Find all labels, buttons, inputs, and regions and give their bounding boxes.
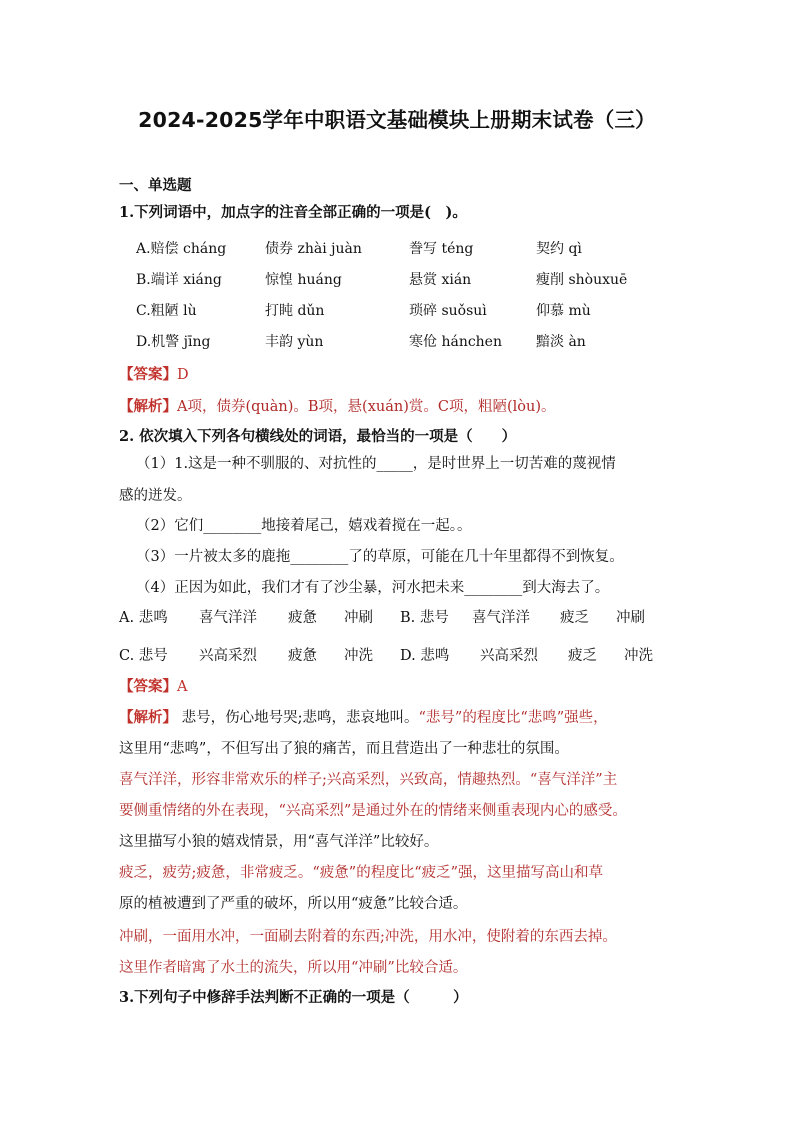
q2-option-d-2: 兴高采烈 [480, 648, 538, 664]
q2-analysis-line-1 [119, 706, 608, 727]
q2-option-d-3: 疲乏 [568, 648, 597, 664]
q2-analysis-line-6: 疲乏，疲劳;疲惫，非常疲乏。“疲惫”的程度比“疲乏”强，这里描写高山和草 [119, 865, 604, 881]
q1-option-d-4: 黯淡 àn [536, 334, 586, 350]
analysis-text: A项，债券(quàn)。B项，悬(xuán)赏。C项，粗陋(lòu)。 [177, 399, 556, 415]
q2-option-c-2: 兴高采烈 [199, 648, 257, 664]
q2-analysis-line-8: 冲刷，一面用水冲，一面刷去附着的东西;冲洗，用水冲，使附着的东西去掉。 [119, 929, 617, 945]
q2-sentence-1a: （1）1.这是一种不驯服的、对抗性的_____，是时世界上一切苦难的蔑视情 [136, 456, 616, 472]
q1-option-b-1: B.端详 xiáng [136, 272, 222, 288]
q2-analysis-line-7: 原的植被遭到了严重的破坏，所以用“疲惫”比较合适。 [119, 896, 468, 912]
analysis-text: 悲号，伤心地号哭;悲鸣，悲哀地叫。 [181, 710, 419, 726]
answer-label: 【答案】 [119, 366, 177, 383]
q2-sentence-3: （3）一片被太多的鹿拖________了的草原，可能在几十年里都得不到恢复。 [136, 549, 624, 565]
q1-analysis [119, 395, 555, 416]
analysis-text-red: “悲号”的程度比“悲鸣”强些， [418, 710, 608, 726]
q2-option-b-2: 喜气洋洋 [472, 610, 530, 626]
q2-option-a-3: 疲惫 [288, 610, 317, 626]
q2-option-c-1: C. 悲号 [119, 648, 168, 664]
q1-option-b-3: 悬赏 xián [409, 272, 472, 288]
q1-answer [119, 363, 189, 384]
q2-option-a-2: 喜气洋洋 [199, 610, 257, 626]
question-1-stem: 1.下列词语中，加点字的注音全部正确的一项是( )。 [119, 204, 467, 221]
q2-option-d-1: D. 悲鸣 [400, 648, 450, 664]
q2-analysis-line-2: 这里用“悲鸣”，不但写出了狼的痛苦，而且营造出了一种悲壮的氛围。 [119, 741, 569, 757]
q2-option-d-4: 冲洗 [624, 648, 653, 664]
q2-option-a-4: 冲刷 [344, 610, 373, 626]
q2-sentence-4: （4）正因为如此，我们才有了沙尘暴，河水把未来________到大海去了。 [136, 580, 610, 596]
q2-option-b-4: 冲刷 [616, 610, 645, 626]
section-heading: 一、单选题 [119, 177, 192, 194]
q1-option-a-4: 契约 qì [536, 241, 582, 257]
q1-option-c-4: 仰慕 mù [536, 303, 591, 319]
analysis-label: 【解析】 [119, 398, 177, 415]
answer-label: 【答案】 [119, 678, 177, 695]
q2-analysis-line-3: 喜气洋洋，形容非常欢乐的样子;兴高采烈，兴致高，情趣热烈。“喜气洋洋”主 [119, 772, 618, 788]
q2-analysis-line-5: 这里描写小狼的嬉戏情景，用“喜气洋洋”比较好。 [119, 834, 439, 850]
q2-option-b-1: B. 悲号 [400, 610, 449, 626]
q1-option-a-3: 誊写 téng [409, 241, 474, 257]
q2-option-c-4: 冲洗 [344, 648, 373, 664]
analysis-label: 【解析】 [119, 709, 177, 726]
q1-option-c-3: 琐碎 suǒsuì [409, 303, 487, 319]
question-3-stem: 3.下列句子中修辞手法判断不正确的一项是（ ） [119, 989, 468, 1006]
q1-option-c-2: 打盹 dǔn [265, 303, 325, 319]
q1-option-d-1: D.机警 jīng [136, 334, 211, 350]
q2-analysis-line-9: 这里作者暗寓了水土的流失，所以用“冲刷”比较合适。 [119, 960, 468, 976]
q1-option-c-1: C.粗陋 lù [136, 303, 197, 319]
q1-option-d-2: 丰韵 yùn [265, 334, 324, 350]
q1-option-b-2: 惊惶 huáng [265, 272, 342, 288]
q1-option-a-1: A.赔偿 cháng [136, 241, 227, 257]
q2-sentence-1b: 感的迸发。 [119, 488, 192, 504]
page-title: 2024-2025学年中职语文基础模块上册期末试卷（三） [138, 108, 656, 132]
q2-answer [119, 675, 187, 696]
q2-option-b-3: 疲乏 [560, 610, 589, 626]
q1-option-d-3: 寒伧 hánchen [409, 334, 502, 350]
q1-option-b-4: 瘦削 shòuxuē [536, 272, 628, 288]
q2-sentence-2: （2）它们________地接着尾己，嬉戏着搅在一起。。 [136, 518, 472, 534]
q2-analysis-line-4: 要侧重情绪的外在表现，“兴高采烈”是通过外在的情绪来侧重表现内心的感受。 [119, 803, 627, 819]
answer-value: A [177, 679, 188, 695]
q2-option-c-3: 疲惫 [288, 648, 317, 664]
answer-value: D [177, 367, 189, 383]
q1-option-a-2: 债券 zhài juàn [265, 241, 362, 257]
question-2-stem: 2. 依次填入下列各句横线处的词语，最恰当的一项是（ ） [119, 428, 517, 445]
q2-option-a-1: A. 悲鸣 [119, 610, 168, 626]
